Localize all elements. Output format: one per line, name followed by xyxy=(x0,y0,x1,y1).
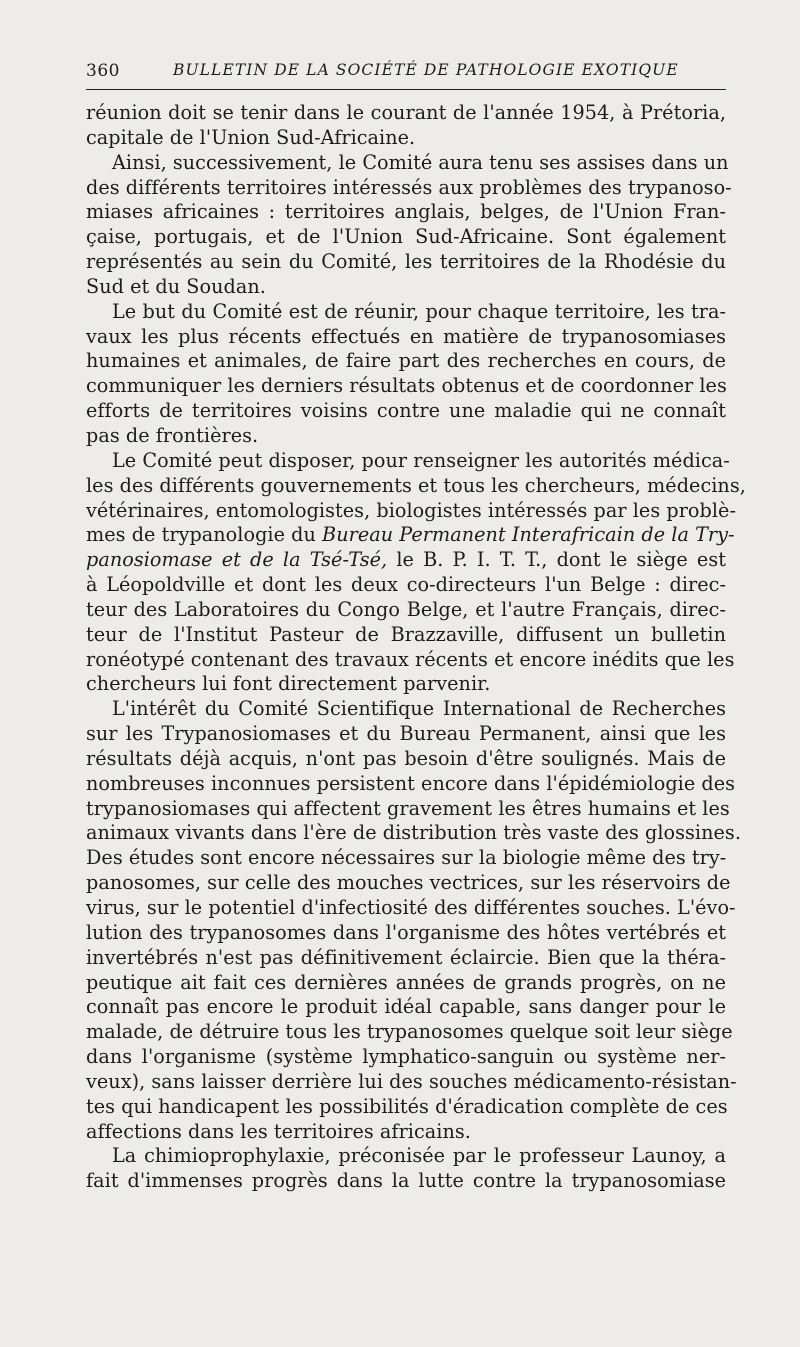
text-line: Des études sont encore nécessaires sur la biologie même des try- xyxy=(86,846,727,870)
text-run: le B. P. I. T. T., dont le siège est xyxy=(387,548,726,572)
italic-title-run: Bureau Permanent Interafricain de la Try- xyxy=(322,523,735,547)
text-line: les des différents gouvernements et tous les chercheurs, médecins, xyxy=(86,473,746,497)
text-line: humaines et animales, de faire part des recherches en cours, de xyxy=(86,349,726,373)
text-run: mes de trypanologie du xyxy=(86,523,323,547)
text-line: capitale de l'Union Sud-Africaine. xyxy=(86,125,416,149)
text-line: chercheurs lui font directement parvenir. xyxy=(86,672,491,696)
text-line xyxy=(86,548,726,573)
text-line: panosomes, sur celle des mouches vectrices, sur les réservoirs de xyxy=(86,871,731,895)
text-line: résultats déjà acquis, n'ont pas besoin d'être soulignés. Mais de xyxy=(86,746,726,770)
running-header xyxy=(86,58,726,88)
text-line: communiquer les derniers résultats obtenus et de coordonner les xyxy=(86,374,727,398)
paragraph-first-line: L'intérêt du Comité Scientifique International de Recherches xyxy=(112,697,726,721)
text-line: affections dans les territoires africains. xyxy=(86,1119,471,1143)
paragraph-first-line: Ainsi, successivement, le Comité aura tenu ses assises dans un xyxy=(112,150,729,174)
paragraph-first-line: Le but du Comité est de réunir, pour chaque territoire, les tra- xyxy=(112,299,726,323)
paragraph-first-line: Le Comité peut disposer, pour renseigner les autorités médica- xyxy=(112,448,730,472)
text-line: pas de frontières. xyxy=(86,423,259,447)
text-line: veux), sans laisser derrière lui des souches médicamento-résistan- xyxy=(86,1069,737,1093)
text-line xyxy=(86,523,735,548)
text-line: tes qui handicapent les possibilités d'éradication complète de ces xyxy=(86,1094,728,1118)
text-line: ronéotypé contenant des travaux récents et encore inédits que les xyxy=(86,647,735,671)
text-line: réunion doit se tenir dans le courant de l'année 1954, à Prétoria, xyxy=(86,101,726,124)
text-line: trypanosiomases qui affectent gravement les êtres humains et les xyxy=(86,796,730,820)
text-line: sur les Trypanosiomases et du Bureau Permanent, ainsi que les xyxy=(86,722,726,746)
text-line: vétérinaires, entomologistes, biologistes intéressés par les problè- xyxy=(86,498,736,522)
text-line: çaise, portugais, et de l'Union Sud-Africaine. Sont également xyxy=(86,225,726,249)
text-line: fait d'immenses progrès dans la lutte contre la trypanosomiase xyxy=(86,1169,726,1193)
page-number: 360 xyxy=(86,61,120,81)
header-rule xyxy=(86,89,726,90)
running-title: BULLETIN DE LA SOCIÉTÉ DE PATHOLOGIE EXOTIQUE xyxy=(173,61,679,79)
text-line: malade, de détruire tous les trypanosomes quelque soit leur siège xyxy=(86,1020,733,1044)
text-line: des différents territoires intéressés aux problèmes des trypanoso- xyxy=(86,175,732,199)
text-line: invertébrés n'est pas définitivement éclaircie. Bien que la théra- xyxy=(86,945,726,969)
text-line: à Léopoldville et dont les deux co-directeurs l'un Belge : direc- xyxy=(86,573,726,597)
text-line: Sud et du Soudan. xyxy=(86,274,266,298)
text-line: virus, sur le potentiel d'infectiosité des différentes souches. L'évo- xyxy=(86,896,736,919)
text-line: peutique ait fait ces dernières années de grands progrès, on ne xyxy=(86,970,726,994)
text-line: miases africaines : territoires anglais, belges, de l'Union Fran- xyxy=(86,200,726,224)
text-line: représentés au sein du Comité, les territoires de la Rhodésie du xyxy=(86,250,726,274)
text-line: lution des trypanosomes dans l'organisme des hôtes vertébrés et xyxy=(86,920,726,944)
text-line: animaux vivants dans l'ère de distribution très vaste des glossines. xyxy=(86,821,741,845)
text-line: dans l'organisme (système lymphatico-sanguin ou système ner- xyxy=(86,1045,726,1069)
text-line: connaît pas encore le produit idéal capable, sans danger pour le xyxy=(86,995,726,1019)
text-line: nombreuses inconnues persistent encore dans l'épidémiologie des xyxy=(86,771,736,795)
text-line: teur de l'Institut Pasteur de Brazzaville, diffusent un bulletin xyxy=(86,622,726,646)
italic-title-run: panosiomase et de la Tsé-Tsé, xyxy=(86,548,388,572)
body-text xyxy=(86,101,746,1194)
text-line: efforts de territoires voisins contre une maladie qui ne connaît xyxy=(86,399,726,423)
text-line: teur des Laboratoires du Congo Belge, et l'autre Français, direc- xyxy=(86,597,726,621)
paragraph-first-line: La chimioprophylaxie, préconisée par le professeur Launoy, a xyxy=(112,1144,726,1168)
text-line: vaux les plus récents effectués en matière de trypanosomiases xyxy=(86,324,726,348)
